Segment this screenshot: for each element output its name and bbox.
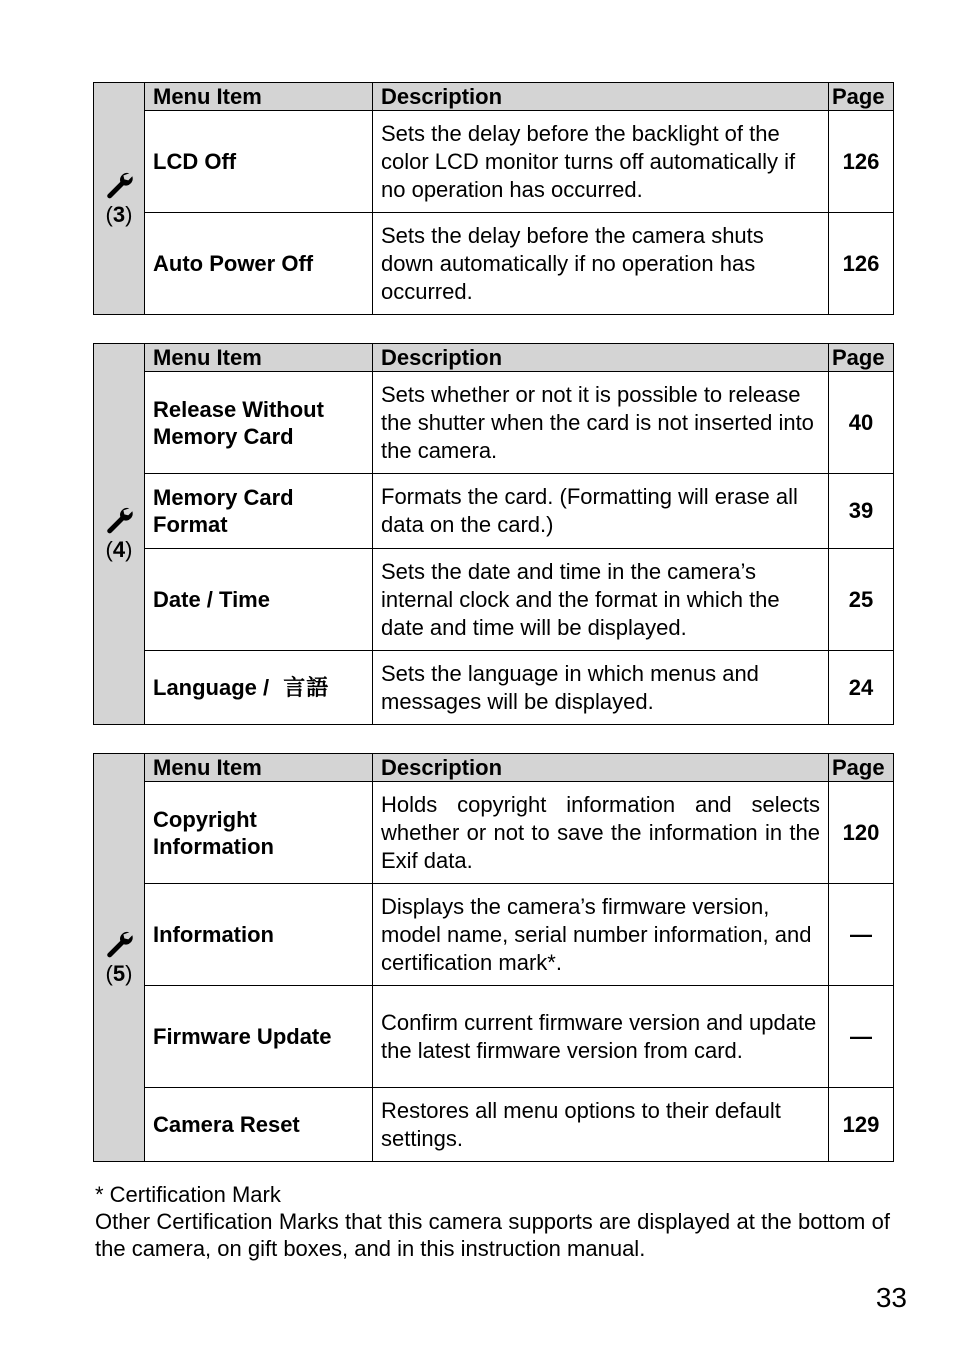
menu-item-page: 25 xyxy=(829,549,894,651)
table-row xyxy=(94,474,894,549)
section-number: (3) xyxy=(105,201,133,227)
settings-table-5 xyxy=(93,753,894,1162)
table-row xyxy=(94,1088,894,1162)
menu-item-description: Holds copyright information and selects whether or not to save the information in the Exif data. xyxy=(373,782,829,884)
table-row xyxy=(94,986,894,1088)
menu-item-name: Camera Reset xyxy=(145,1088,373,1162)
table-row xyxy=(94,372,894,474)
menu-item-name: Firmware Update xyxy=(145,986,373,1088)
table-row xyxy=(94,213,894,315)
settings-table-4 xyxy=(93,343,894,725)
section-number: (5) xyxy=(105,960,133,986)
menu-item-page: 39 xyxy=(829,474,894,549)
menu-item-page: — xyxy=(829,884,894,986)
menu-item-page: 129 xyxy=(829,1088,894,1162)
menu-item-page: 126 xyxy=(829,213,894,315)
menu-item-page: 40 xyxy=(829,372,894,474)
menu-item-description: Displays the camera’s firmware version, model name, serial number information, and certification mark*. xyxy=(373,884,829,986)
language-kanji: 言語 xyxy=(283,675,330,701)
table-row xyxy=(94,782,894,884)
menu-item-name: Information xyxy=(145,884,373,986)
header-page: Page xyxy=(829,83,894,111)
header-menu-item: Menu Item xyxy=(145,83,373,111)
menu-item-name: Release Without Memory Card xyxy=(145,372,373,474)
menu-item-description: Restores all menu options to their default settings. xyxy=(373,1088,829,1162)
table-row xyxy=(94,549,894,651)
section-number: (4) xyxy=(105,537,133,562)
section-icon-cell xyxy=(94,754,145,1162)
menu-item-description: Sets the date and time in the camera’s internal clock and the format in which the date and time will be displayed. xyxy=(373,549,829,651)
table-header-row xyxy=(94,83,894,111)
menu-item-description: Sets whether or not it is possible to release the shutter when the card is not inserted into the camera. xyxy=(373,372,829,474)
menu-item-name: LCD Off xyxy=(145,111,373,213)
wrench-icon xyxy=(104,929,134,959)
section-icon-cell xyxy=(94,344,145,725)
header-menu-item: Menu Item xyxy=(145,344,373,372)
table-header-row xyxy=(94,344,894,372)
menu-item-name: Auto Power Off xyxy=(145,213,373,315)
header-page: Page xyxy=(829,754,894,782)
wrench-icon xyxy=(104,505,134,535)
header-description: Description xyxy=(373,83,829,111)
menu-item-name: Memory Card Format xyxy=(145,474,373,549)
header-menu-item: Menu Item xyxy=(145,754,373,782)
menu-item-description: Confirm current firmware version and update the latest firmware version from card. xyxy=(373,986,829,1088)
header-description: Description xyxy=(373,344,829,372)
menu-item-page: 126 xyxy=(829,111,894,213)
menu-item-description: Sets the delay before the camera shuts down automatically if no operation has occurred. xyxy=(373,213,829,315)
footnote-title: * Certification Mark xyxy=(95,1182,281,1207)
footnote-text: Other Certification Marks that this camera supports are displayed at the bottom of the camera, on gift boxes, and in this instruction manual. xyxy=(95,1209,890,1261)
header-description: Description xyxy=(373,754,829,782)
menu-item-name: Copyright Information xyxy=(145,782,373,884)
section-icon-cell xyxy=(94,83,145,315)
menu-item-page: 24 xyxy=(829,651,894,725)
menu-item-page: 120 xyxy=(829,782,894,884)
certification-footnote xyxy=(95,1181,890,1262)
wrench-icon xyxy=(104,170,134,200)
settings-table-3 xyxy=(93,82,894,315)
menu-item-page: — xyxy=(829,986,894,1088)
menu-item-name: Language / 言語 xyxy=(145,651,373,725)
header-page: Page xyxy=(829,344,894,372)
table-header-row xyxy=(94,754,894,782)
page-number: 33 xyxy=(875,1282,907,1313)
menu-item-description: Sets the language in which menus and messages will be displayed. xyxy=(373,651,829,725)
menu-item-description: Formats the card. (Formatting will erase all data on the card.) xyxy=(373,474,829,549)
menu-item-description: Sets the delay before the backlight of the color LCD monitor turns off automatically if no operation has occurred. xyxy=(373,111,829,213)
table-row xyxy=(94,111,894,213)
menu-item-name: Date / Time xyxy=(145,549,373,651)
table-row xyxy=(94,884,894,986)
table-row xyxy=(94,651,894,725)
